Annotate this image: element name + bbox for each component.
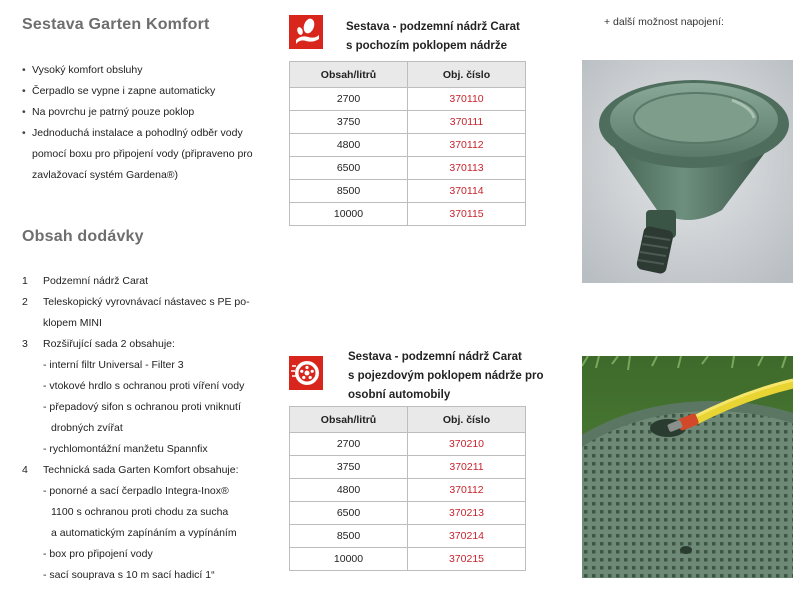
table-row: 6500 370113 bbox=[290, 157, 526, 180]
list-item: 4 Technická sada Garten Komfort obsahuje: - ponorné a sací čerpadlo Integra-Inox® 1100 s ochranou proti chodu za sucha a automatickým zapínáním a vypínáním - box pro připojení vody - sací souprava s 10 m sací hadicí 1“ bbox=[22, 464, 239, 581]
table-row: 2700 370110 bbox=[290, 88, 526, 111]
list-item: 1 Podzemní nádrž Carat bbox=[22, 275, 149, 287]
order-table-walkable bbox=[289, 61, 526, 226]
list-item: 3 Rozšiřující sada 2 obsahuje: - interní filtr Universal - Filter 3 - vtokové hrdlo s ochranou proti víření vody - přepadový sifon s ochranou proti vniknutí drobných zvířat - rychlomontážní manžetu Spannfix bbox=[22, 338, 245, 455]
table-row: 8500 370114 bbox=[290, 180, 526, 203]
list-item: • Čerpadlo se vypne i zapne automaticky bbox=[22, 81, 272, 102]
features-list bbox=[22, 60, 272, 186]
col-header-order-number: Obj. číslo bbox=[408, 62, 526, 88]
col-header-capacity: Obsah/litrů bbox=[290, 62, 408, 88]
delivery-title: Obsah dodávky bbox=[22, 228, 144, 245]
delivery-list bbox=[22, 271, 272, 586]
table-row: 8500 370214 bbox=[290, 525, 526, 548]
table2-title: Sestava - podzemní nádrž Carat s pojezdovým poklopem nádrže pro osobní automobily bbox=[348, 351, 544, 401]
list-item: • Na povrchu je patrný pouze poklop bbox=[22, 102, 272, 123]
col-header-capacity: Obsah/litrů bbox=[290, 407, 408, 433]
list-item: • Vysoký komfort obsluhy bbox=[22, 60, 272, 81]
features-title: Sestava Garten Komfort bbox=[22, 16, 210, 33]
water-connection-box-photo bbox=[582, 60, 793, 283]
order-table-drivable bbox=[289, 406, 526, 571]
table1-title: Sestava - podzemní nádrž Carat s pochozím poklopem nádrže bbox=[346, 21, 520, 52]
list-item: 2 Teleskopický vyrovnávací nástavec s PE po- klopem MINI bbox=[22, 296, 250, 329]
table-row: 3750 370211 bbox=[290, 456, 526, 479]
col-header-order-number: Obj. číslo bbox=[408, 407, 526, 433]
table-row: 4800 370112 bbox=[290, 479, 526, 502]
table-row: 10000 370215 bbox=[290, 548, 526, 571]
car-wheel-icon bbox=[289, 356, 323, 390]
walkable-lid-icon bbox=[289, 15, 323, 49]
list-item: • Jednoduchá instalace a pohodlný odběr vody pomocí boxu pro připojení vody (připraveno pro zavlažovací systém Gardena®) bbox=[22, 123, 272, 186]
table-row: 3750 370111 bbox=[290, 111, 526, 134]
table-row: 6500 370213 bbox=[290, 502, 526, 525]
drivable-lid-photo bbox=[582, 356, 793, 578]
table-row: 4800 370112 bbox=[290, 134, 526, 157]
table-row: 2700 370210 bbox=[290, 433, 526, 456]
table-row: 10000 370115 bbox=[290, 203, 526, 226]
extra-connection-note: + další možnost napojení: bbox=[604, 16, 724, 28]
